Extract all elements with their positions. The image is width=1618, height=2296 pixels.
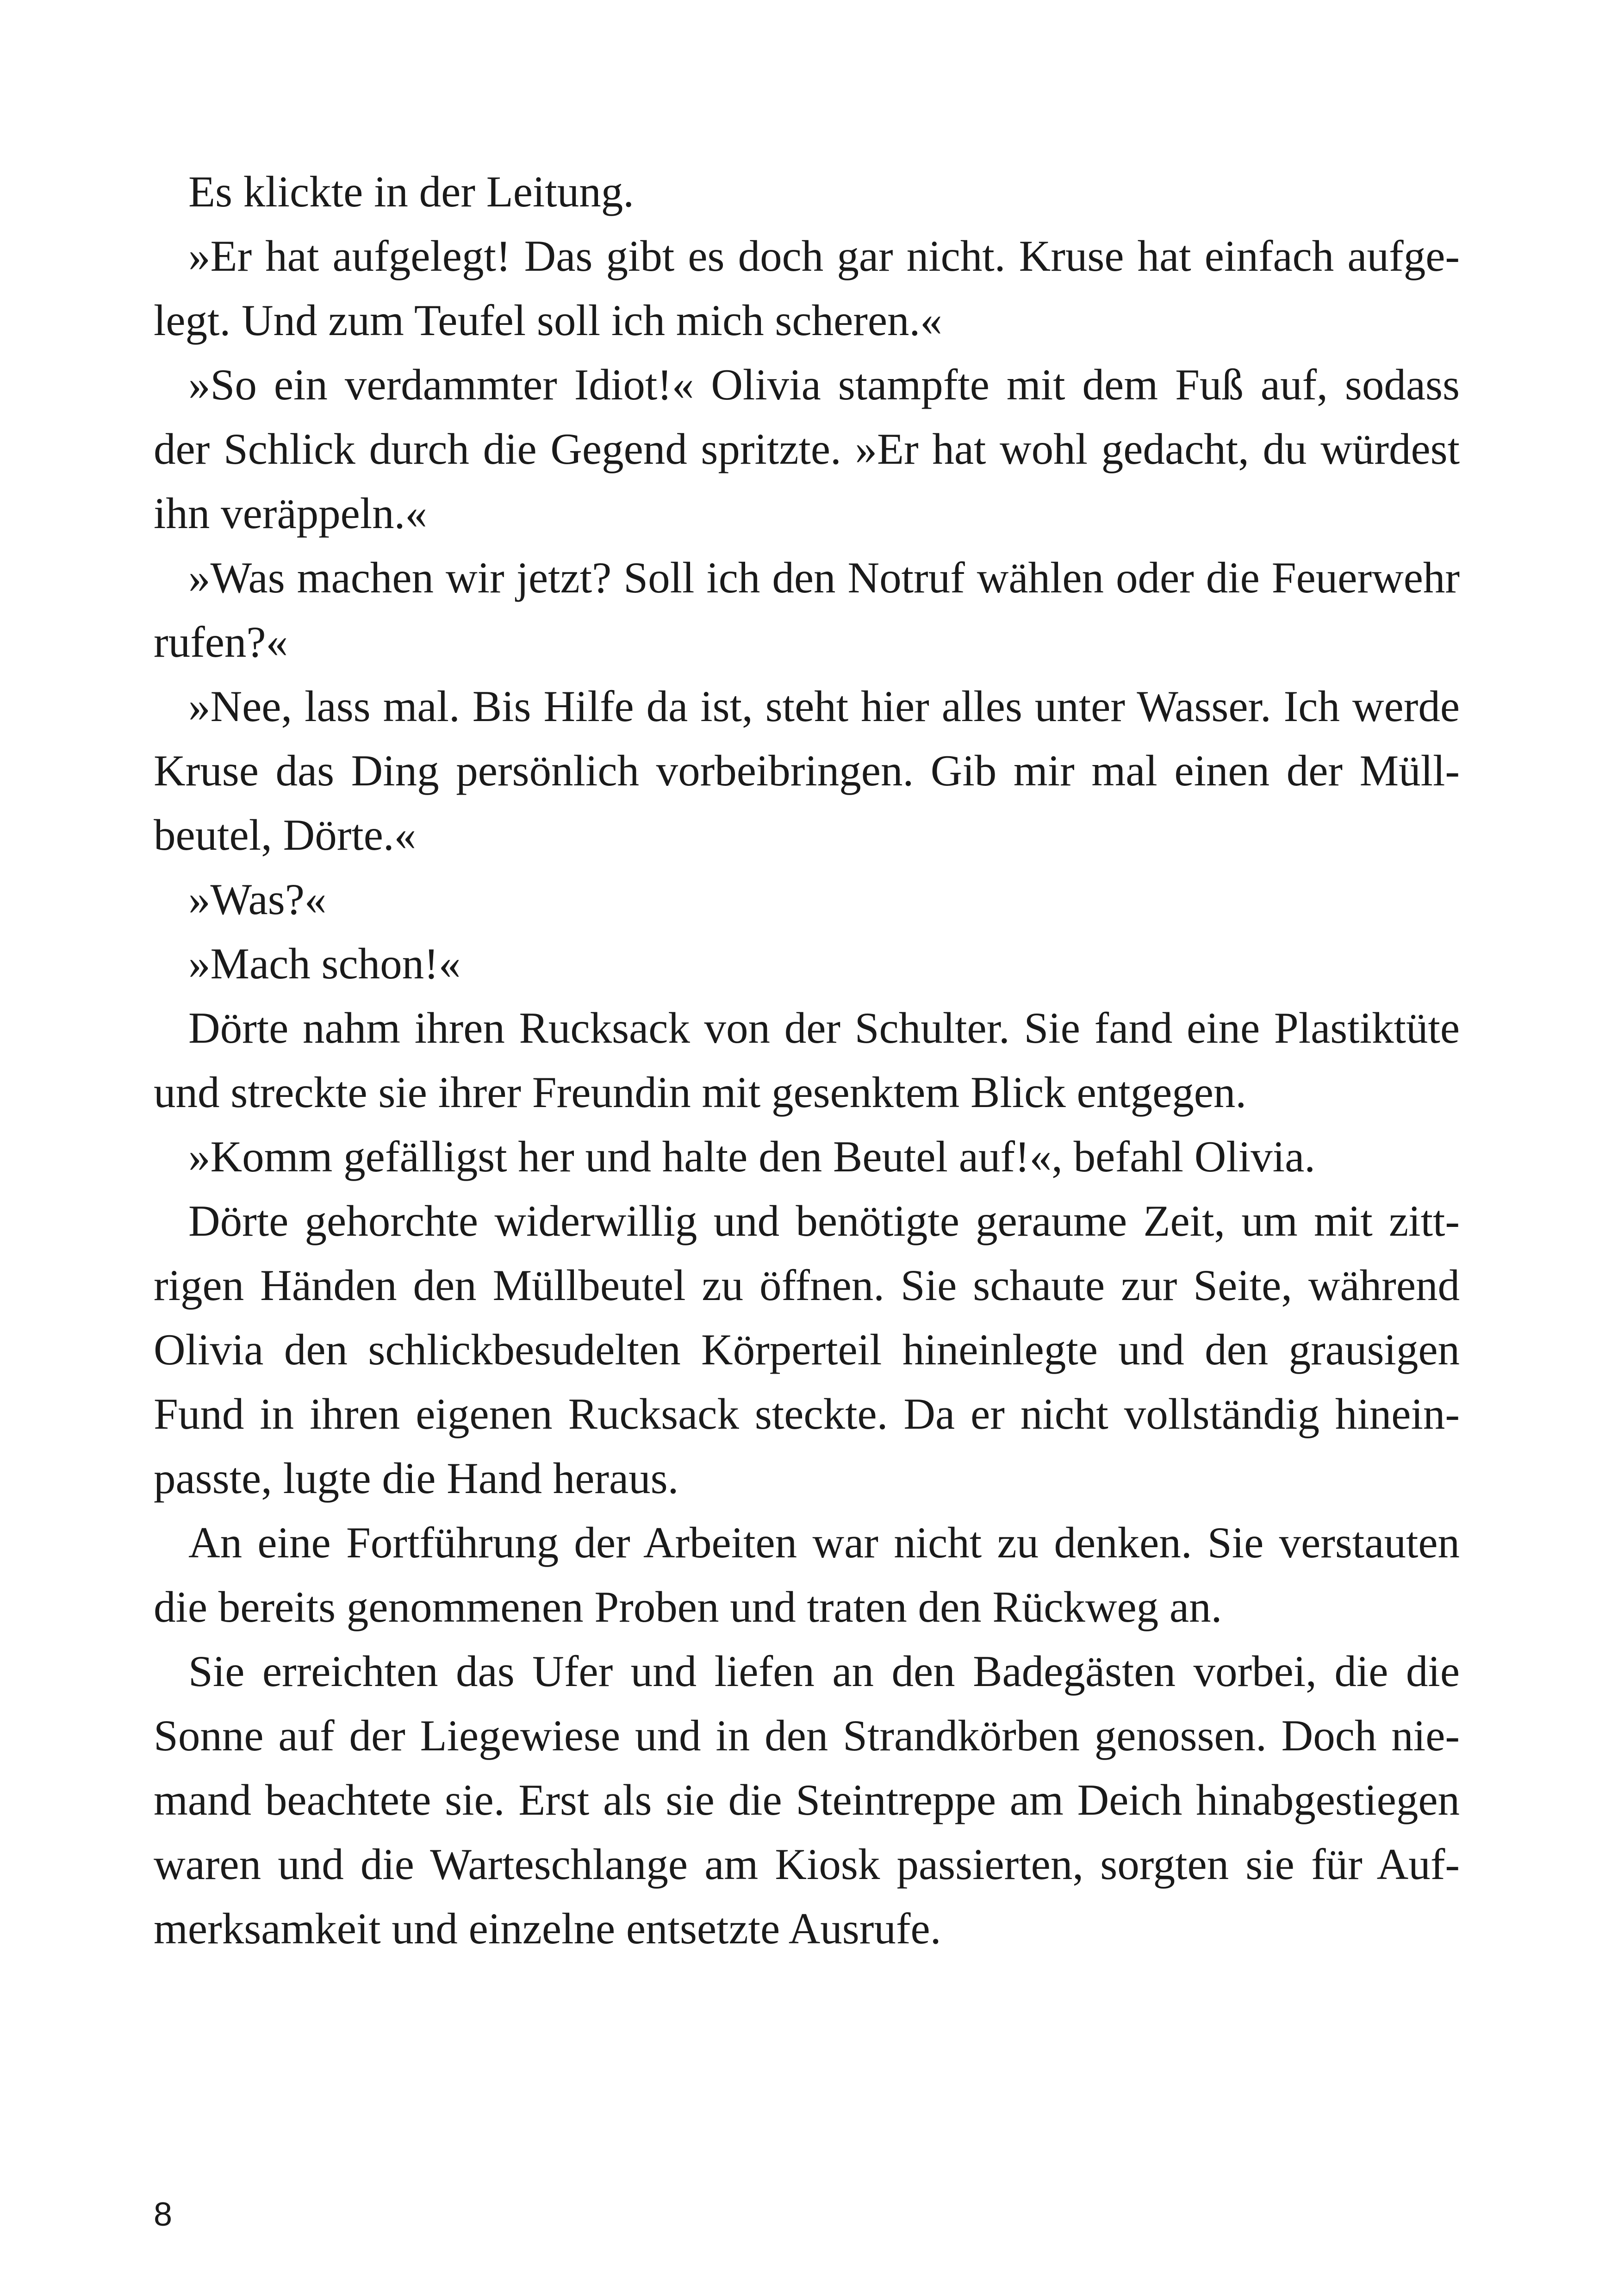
text-line: Dörte gehorchte widerwillig und benötigte geraume Zeit, um mit zitt- [188,1196,1460,1245]
text-line: legt. Und zum Teufel soll ich mich scheren.« [154,296,942,345]
text-line: »Komm gefälligst her und halte den Beutel auf!«, befahl Olivia. [188,1132,1315,1181]
text-line: Olivia den schlickbesudelten Körperteil hineinlegte und den grausigen [154,1325,1460,1374]
page-number: 8 [154,2196,173,2233]
text-line: die bereits genommenen Proben und traten den Rückweg an. [154,1582,1222,1631]
text-line: Kruse das Ding persönlich vorbeibringen. Gib mir mal einen der Müll- [154,746,1460,795]
text-line: »Er hat aufgelegt! Das gibt es doch gar nicht. Kruse hat einfach aufge- [188,231,1460,280]
text-line: Sonne auf der Liegewiese und in den Strandkörben genossen. Doch nie- [154,1711,1460,1760]
text-line: »Was machen wir jetzt? Soll ich den Notruf wählen oder die Feuerwehr [188,553,1460,602]
text-line: Sie erreichten das Ufer und liefen an den Badegästen vorbei, die die [188,1647,1460,1696]
text-line: und streckte sie ihrer Freundin mit gesenktem Blick entgegen. [154,1068,1247,1117]
text-line: beutel, Dörte.« [154,810,417,859]
text-line: Es klickte in der Leitung. [188,167,634,216]
text-line: »Nee, lass mal. Bis Hilfe da ist, steht hier alles unter Wasser. Ich werde [188,682,1460,731]
text-line: »Was?« [188,875,327,924]
text-line: »Mach schon!« [188,939,461,988]
text-line: mand beachtete sie. Erst als sie die Steintreppe am Deich hinabgestiegen [154,1775,1460,1824]
body-text [154,160,1460,1961]
text-line: »So ein verdammter Idiot!« Olivia stampfte mit dem Fuß auf, sodass [188,360,1460,409]
text-line: rigen Händen den Müllbeutel zu öffnen. Sie schaute zur Seite, während [154,1261,1460,1310]
text-line: rufen?« [154,617,288,666]
text-line: der Schlick durch die Gegend spritzte. »Er hat wohl gedacht, du würdest [154,424,1460,473]
text-line: merksamkeit und einzelne entsetzte Ausrufe. [154,1904,941,1953]
text-line: An eine Fortführung der Arbeiten war nicht zu denken. Sie verstauten [188,1518,1460,1567]
text-line: waren und die Warteschlange am Kiosk passierten, sorgten sie für Auf- [154,1840,1460,1889]
text-line: passte, lugte die Hand heraus. [154,1454,679,1503]
text-line: Fund in ihren eigenen Rucksack steckte. Da er nicht vollständig hinein- [154,1389,1460,1438]
text-line: ihn veräppeln.« [154,489,427,538]
text-line: Dörte nahm ihren Rucksack von der Schulter. Sie fand eine Plastiktüte [188,1003,1460,1052]
